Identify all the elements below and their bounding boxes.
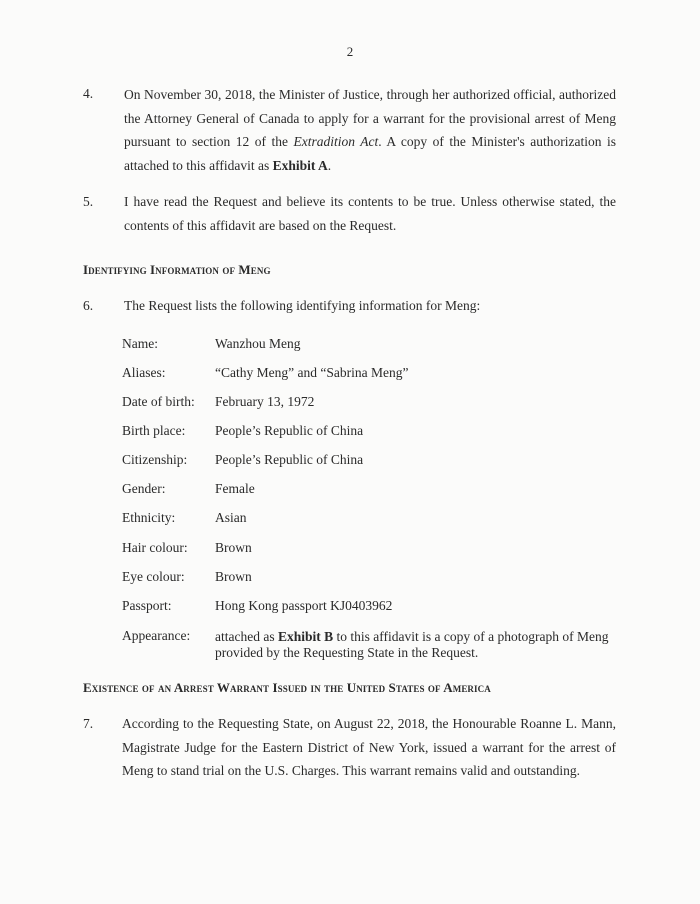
extradition-act-title: Extradition Act: [293, 134, 379, 149]
info-value-name: Wanzhou Meng: [215, 336, 301, 351]
info-label-eye-colour: Eye colour:: [122, 569, 185, 584]
info-label-aliases: Aliases:: [122, 365, 166, 380]
exhibit-a: Exhibit A: [272, 157, 328, 173]
info-label-passport: Passport:: [122, 598, 172, 613]
para4-text-a: On November 30, 2018, the Minister of Justice, through her authorized official, authorized the Attorney General of Canada to apply for a warrant for the provisional arrest of Meng pursuant to section 12 of the: [124, 87, 616, 149]
info-value-aliases: “Cathy Meng” and “Sabrina Meng”: [215, 365, 409, 380]
appearance-text-b: to this affidavit is a copy of a photograph of Meng provided by the Requesting State in the Request.: [215, 629, 609, 660]
heading-identifying-information: Identifying Information of Meng: [83, 262, 271, 277]
info-value-eye-colour: Brown: [215, 569, 252, 584]
info-value-ethnicity: Asian: [215, 510, 247, 525]
info-value-passport: Hong Kong passport KJ0403962: [215, 598, 393, 613]
para4-number: 4.: [83, 86, 94, 101]
para7-number: 7.: [83, 716, 94, 731]
info-label-hair-colour: Hair colour:: [122, 540, 188, 555]
para5-number: 5.: [83, 194, 94, 209]
info-label-citizenship: Citizenship:: [122, 452, 188, 467]
info-value-hair-colour: Brown: [215, 540, 252, 555]
info-value-date-of-birth: February 13, 1972: [215, 394, 315, 409]
para4-text-end: .: [327, 157, 332, 173]
para5-text: I have read the Request and believe its contents to be true. Unless otherwise stated, the contents of this affidavit are based on the Request.: [124, 194, 616, 233]
info-value-gender: Female: [215, 481, 255, 496]
para6-number: 6.: [83, 298, 94, 313]
info-label-appearance: Appearance:: [122, 628, 191, 643]
info-label-birth-place: Birth place:: [122, 423, 186, 438]
info-value-citizenship: People’s Republic of China: [215, 452, 364, 467]
info-label-name: Name:: [122, 336, 158, 351]
info-value-birth-place: People’s Republic of China: [215, 423, 364, 438]
info-label-date-of-birth: Date of birth:: [122, 394, 195, 409]
info-value-appearance: [215, 629, 625, 661]
para6-text: The Request lists the following identifying information for Meng:: [124, 298, 481, 313]
exhibit-b: Exhibit B: [277, 629, 334, 644]
info-label-ethnicity: Ethnicity:: [122, 510, 176, 525]
heading-arrest-warrant: Existence of an Arrest Warrant Issued in the United States of America: [83, 680, 491, 695]
para4-text: [124, 83, 616, 177]
para7-text: According to the Requesting State, on August 22, 2018, the Honourable Roanne L. Mann, Magistrate Judge for the Eastern District of New York, issued a warrant for the arrest of Meng to stand trial on the U.S. Charges. This warrant remains valid and outstanding.: [122, 716, 616, 778]
para4-text-b: . A copy of the Minister's authorization is attached to this affidavit as: [124, 134, 616, 173]
appearance-text-a: attached as: [215, 629, 278, 644]
page-number: 2: [346, 44, 354, 59]
info-label-gender: Gender:: [122, 481, 166, 496]
